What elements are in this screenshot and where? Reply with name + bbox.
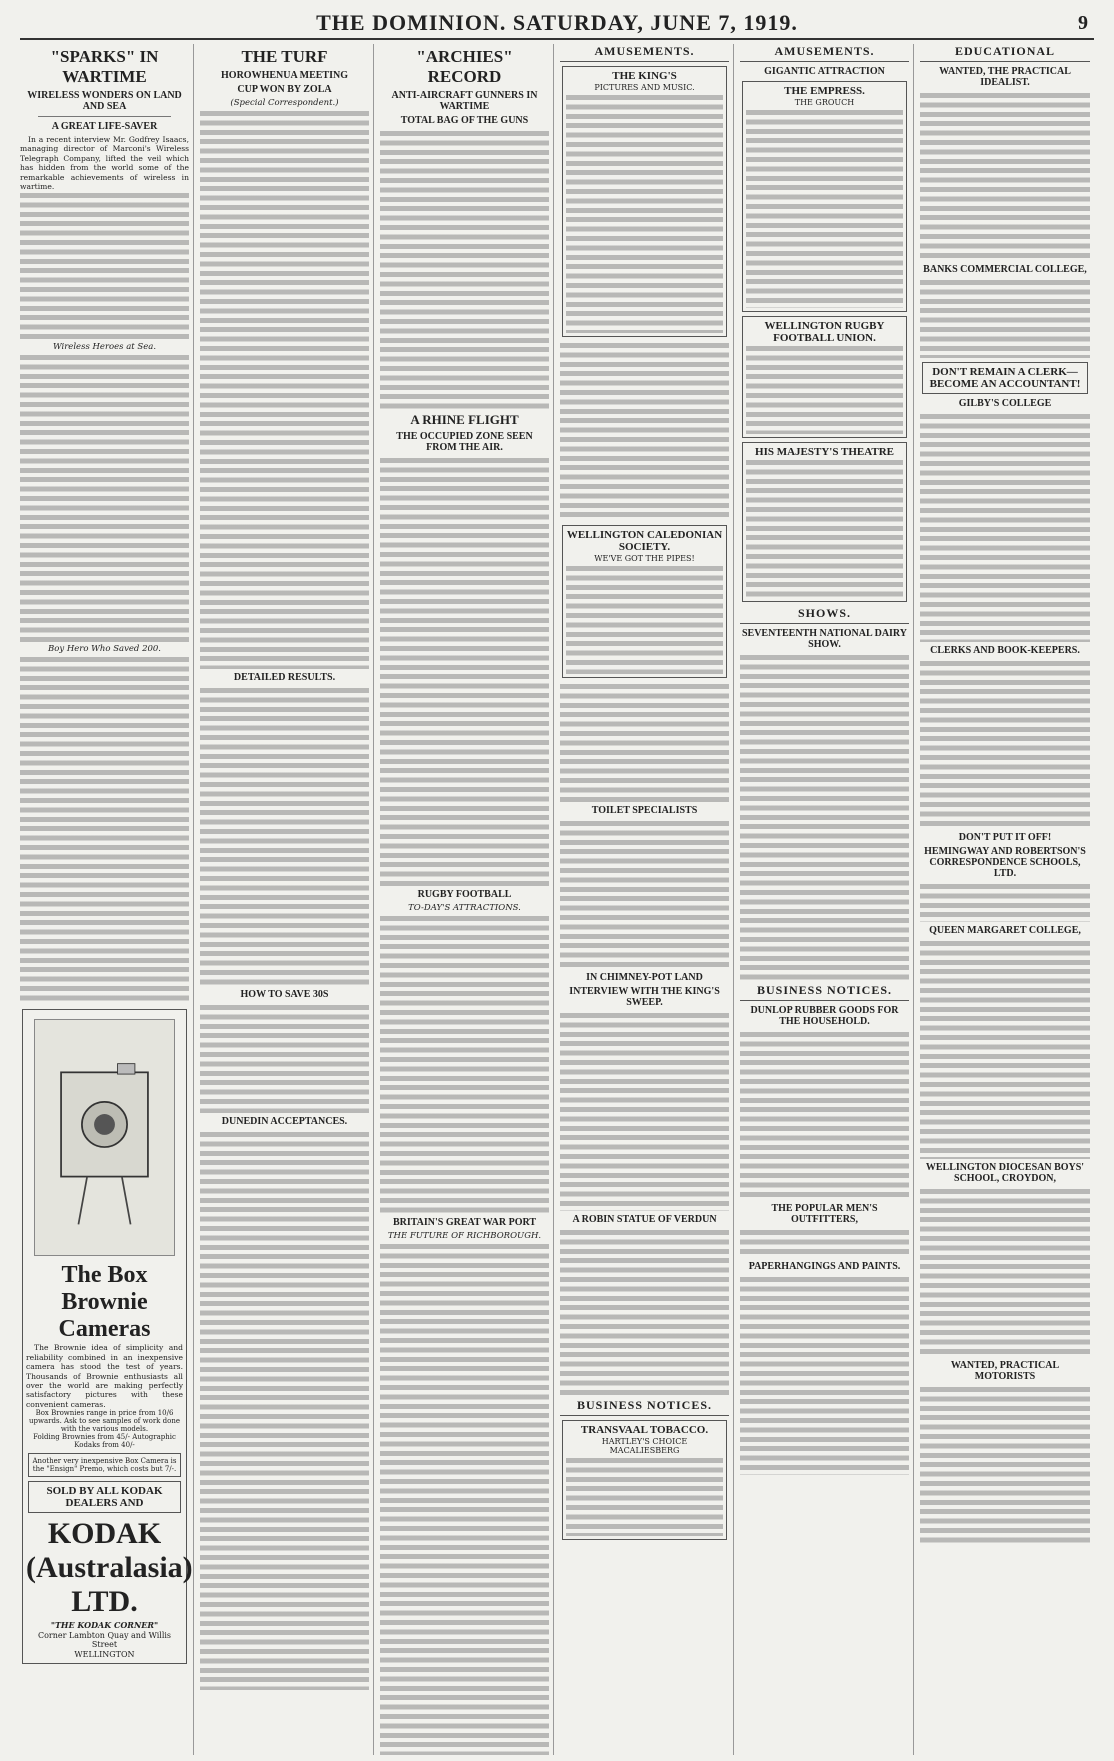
ad-note-box [28, 1453, 181, 1477]
article-paragraph: In a recent interview Mr. Godfrey Isaacs, managing director of Marconi's Wireless Telegraph Company, lifted the veil which has hidden from the world some of the remarkable achievements of wireless in wartime. [20, 135, 189, 192]
ad-title: HIS MAJESTY'S THEATRE [755, 446, 894, 458]
article-body-text [380, 129, 549, 409]
ad-title: THE KING'S [612, 70, 677, 82]
ad-body [920, 882, 1090, 922]
ad-body [920, 659, 1090, 829]
sold-by: SOLD BY ALL KODAK DEALERS AND [28, 1481, 181, 1513]
accountant-ad [922, 362, 1088, 394]
ad-title: WELLINGTON DIOCESAN BOYS' SCHOOL, CROYDON, [925, 1162, 1085, 1184]
column-5 [740, 44, 914, 1755]
empress-ad [742, 81, 907, 312]
section-subhead: THE FUTURE OF RICHBOROUGH. [387, 1231, 542, 1241]
article-subheading: INTERVIEW WITH THE KING'S SWEEP. [569, 986, 720, 1008]
section-heading: BUSINESS NOTICES. [740, 983, 909, 1001]
article-body-text [200, 1003, 369, 1113]
kodak-name: KODAK (Australasia) LTD. [26, 1517, 193, 1619]
article-body-text [20, 353, 189, 643]
ad-title: DON'T PUT IT OFF! [958, 832, 1052, 843]
ad-body [740, 1275, 909, 1475]
section-subhead: DUNEDIN ACCEPTANCES. [221, 1116, 348, 1127]
masthead [20, 8, 1094, 40]
ad-body [920, 91, 1090, 261]
page-title: THE DOMINION. SATURDAY, JUNE 7, 1919. [316, 10, 798, 35]
article-heading: "SPARKS" IN WARTIME [50, 47, 159, 86]
kings-theatre-ad [562, 66, 727, 337]
ad-body [566, 1456, 723, 1536]
ad-body [560, 682, 729, 802]
camera-illustration [34, 1019, 175, 1256]
column-6 [920, 44, 1094, 1755]
article-subheading: TOTAL BAG OF THE GUNS [400, 115, 529, 126]
section-subhead: TO-DAY'S ATTRACTIONS. [408, 903, 521, 913]
ad-title: QUEEN MARGARET COLLEGE, [929, 925, 1081, 936]
divider [38, 116, 171, 117]
column-4 [560, 44, 734, 1755]
article-subheading: ANTI-AIRCRAFT GUNNERS IN WARTIME [391, 90, 538, 112]
caledonian-ad [562, 525, 727, 678]
kodak-address: Corner Lambton Quay and Willis Street [37, 1631, 172, 1650]
section-subhead: DETAILED RESULTS. [233, 672, 336, 683]
kodak-advertisement [22, 1009, 193, 1664]
ad-title: TRANSVAAL TOBACCO. [580, 1424, 709, 1436]
ad-body [560, 341, 729, 521]
ad-body [560, 819, 729, 969]
ad-title: THE EMPRESS. [784, 85, 865, 97]
article-body-text [380, 914, 549, 1214]
section-heading: BUSINESS NOTICES. [560, 1398, 729, 1416]
football-ad [742, 316, 907, 438]
ad-body [920, 412, 1090, 642]
tobacco-ad [562, 1420, 727, 1540]
article-heading: RUGBY FOOTBALL [417, 889, 512, 900]
article-body-text [560, 1011, 729, 1211]
section-subhead: Wireless Heroes at Sea. [52, 342, 157, 353]
ad-note: Another very inexpensive Box Camera is the "Ensign" Premo, which costs but 7/-. [32, 1457, 177, 1474]
ad-body [746, 344, 903, 434]
ad-body [740, 1030, 909, 1200]
ad-body [920, 939, 1090, 1159]
article-heading: A RHINE FLIGHT [410, 412, 519, 427]
ad-body [746, 108, 903, 308]
section-subhead: Boy Hero Who Saved 200. [47, 644, 161, 655]
article-subheading: HOROWHENUA MEETING [221, 70, 348, 81]
ad-title: WELLINGTON RUGBY FOOTBALL UNION. [764, 320, 885, 344]
article-body-text [20, 655, 189, 1005]
article-heading: A ROBIN STATUE OF VERDUN [572, 1214, 717, 1225]
article-subheading: WIRELESS WONDERS ON LAND AND SEA [27, 90, 182, 112]
article-heading: THE TURF [241, 47, 328, 66]
ad-subtitle: PICTURES AND MUSIC. [594, 83, 695, 92]
section-heading: AMUSEMENTS. [740, 44, 909, 62]
article-body-text [380, 1242, 549, 1755]
kodak-corner: "THE KODAK CORNER" [50, 1620, 159, 1631]
ad-folding: Folding Brownies from 45/- Autographic Kodaks from 40/- [33, 1433, 176, 1450]
ad-subtitle: THE GROUCH [794, 98, 855, 107]
ad-title: BANKS COMMERCIAL COLLEGE, [923, 264, 1087, 275]
article-body-text [560, 1228, 729, 1398]
column-3 [380, 44, 554, 1755]
camera-icon [35, 1020, 174, 1255]
article-body-text [380, 456, 549, 886]
article-subheading: THE OCCUPIED ZONE SEEN FROM THE AIR. [396, 431, 533, 453]
ad-title: GIGANTIC ATTRACTION [764, 66, 885, 77]
article-body-text [200, 109, 369, 669]
ad-title: WELLINGTON CALEDONIAN SOCIETY. [566, 529, 723, 553]
section-heading: EDUCATIONAL [920, 44, 1090, 62]
ad-subtitle: HARTLEY'S CHOICE MACALIESBERG [601, 1437, 688, 1455]
ad-heading: The Box Brownie Cameras [58, 1262, 151, 1343]
ad-title: WANTED, PRACTICAL MOTORISTS [950, 1360, 1060, 1382]
column-1 [20, 44, 194, 1755]
ad-subtitle: WE'VE GOT THE PIPES! [594, 554, 695, 563]
article-subheading: A GREAT LIFE-SAVER [51, 121, 158, 132]
section-subhead: HOW TO SAVE 30S [240, 989, 329, 1000]
ad-body [740, 653, 909, 983]
ad-title: CLERKS AND BOOK-KEEPERS. [930, 645, 1080, 656]
page-number: 9 [1078, 12, 1088, 34]
ad-body [740, 1228, 909, 1258]
article-body-text [20, 191, 189, 341]
article-subheading: CUP WON BY ZOLA [237, 84, 332, 95]
ad-title: PAPERHANGINGS AND PAINTS. [748, 1261, 901, 1272]
article-heading: "ARCHIES" RECORD [416, 47, 513, 86]
ad-body: The Brownie idea of simplicity and reliability combined in an inexpensive camera has stood the test of years. Thousands of Brownie enthusiasts all over the world are making perfectly satisfactory pictures with these convenient cameras. [26, 1343, 183, 1409]
ad-title: DON'T REMAIN A CLERK— BECOME AN ACCOUNTANT! [929, 366, 1081, 390]
acceptances-text [200, 1130, 369, 1690]
columns [20, 44, 1094, 1755]
article-heading: IN CHIMNEY-POT LAND [586, 972, 703, 983]
column-2 [200, 44, 374, 1755]
section-subhead: TOILET SPECIALISTS [591, 805, 698, 816]
ad-title: GILBY'S COLLEGE [958, 398, 1052, 409]
ad-title: WANTED, THE PRACTICAL IDEALIST. [939, 66, 1071, 88]
majesty-ad [742, 442, 907, 602]
article-heading: BRITAIN'S GREAT WAR PORT [392, 1217, 537, 1228]
ad-body [566, 93, 723, 333]
section-heading: AMUSEMENTS. [560, 44, 729, 62]
ad-prices: Box Brownies range in price from 10/6 upwards. Ask to see samples of work done with the various models. [29, 1409, 180, 1434]
credit: (Special Correspondent.) [230, 98, 339, 108]
ad-title: HEMINGWAY AND ROBERTSON'S CORRESPONDENCE SCHOOLS, LTD. [924, 846, 1086, 879]
section-heading: SHOWS. [740, 606, 909, 624]
ad-body [920, 278, 1090, 358]
results-text [200, 686, 369, 986]
kodak-city: WELLINGTON [74, 1650, 135, 1660]
ad-body [746, 458, 903, 598]
ad-title: SEVENTEENTH NATIONAL DAIRY SHOW. [741, 628, 908, 650]
ad-title: THE POPULAR MEN'S OUTFITTERS, [771, 1203, 878, 1225]
ad-body [920, 1385, 1090, 1545]
ad-body [566, 564, 723, 674]
ad-body [920, 1187, 1090, 1357]
ad-title: DUNLOP RUBBER GOODS FOR THE HOUSEHOLD. [750, 1005, 899, 1027]
